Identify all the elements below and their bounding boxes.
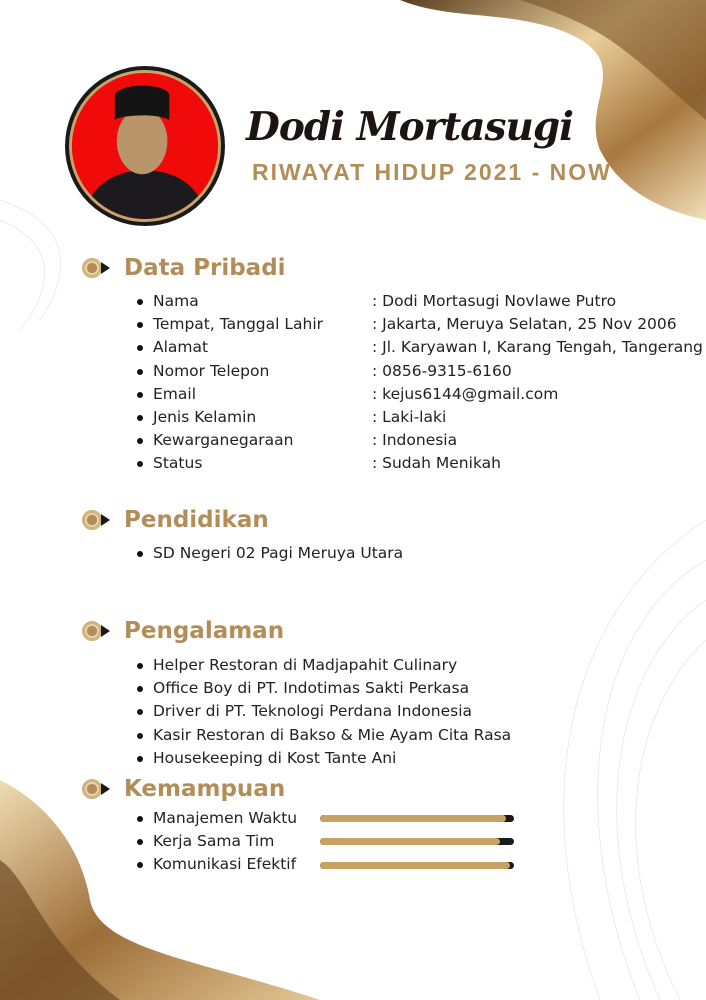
profile-photo — [65, 66, 225, 226]
field-value: : kejus6144@gmail.com — [372, 384, 559, 403]
field-value: : 0856-9315-6160 — [372, 361, 512, 380]
field-label: Jenis Kelamin — [153, 408, 257, 427]
personal-data-row — [135, 313, 703, 336]
document-subtitle: RIWAYAT HIDUP 2021 - NOW — [252, 159, 612, 185]
personal-data-row — [135, 429, 703, 452]
field-value: : Indonesia — [372, 431, 458, 450]
skill-label: Kerja Sama Tim — [153, 832, 275, 851]
field-label: Kewarganegaraan — [153, 431, 294, 450]
skill-level-bar — [320, 838, 514, 845]
personal-data-row — [135, 290, 703, 313]
list-item: Driver di PT. Teknologi Perdana Indonesia — [135, 700, 511, 723]
list-item: Housekeeping di Kost Tante Ani — [135, 747, 511, 770]
list-item: Office Boy di PT. Indotimas Sakti Perkasa — [135, 677, 511, 700]
section-heading-data-pribadi — [82, 255, 286, 281]
field-label: Email — [153, 384, 197, 403]
section-bullet-icon — [82, 779, 116, 799]
field-label: Nomor Telepon — [153, 361, 270, 380]
section-heading-pendidikan — [82, 507, 269, 533]
section-title: Kemampuan — [124, 776, 286, 802]
field-label: Nama — [153, 292, 199, 310]
list-item: Kasir Restoran di Bakso & Mie Ayam Cita Rasa — [135, 724, 511, 747]
field-value: : Laki-laki — [372, 408, 447, 427]
field-label: Alamat — [153, 338, 209, 357]
field-value: : Sudah Menikah — [372, 454, 501, 473]
personal-data-row — [135, 336, 703, 359]
skill-level-bar — [320, 815, 514, 822]
field-label: Tempat, Tanggal Lahir — [153, 315, 324, 334]
skills-list — [135, 807, 514, 877]
skill-item — [135, 807, 514, 830]
section-bullet-icon — [82, 258, 116, 278]
list-item: Helper Restoran di Madjapahit Culinary — [135, 654, 511, 677]
education-list — [135, 542, 403, 565]
section-title: Pengalaman — [124, 618, 285, 644]
experience-list — [135, 654, 511, 770]
field-value: : Jakarta, Meruya Selatan, 25 Nov 2006 — [372, 315, 677, 334]
person-name: Dodi Mortasugi — [246, 104, 573, 150]
personal-data-row — [135, 406, 703, 429]
field-value: : Jl. Karyawan I, Karang Tengah, Tangerang — [372, 338, 703, 357]
section-bullet-icon — [82, 510, 116, 530]
section-heading-kemampuan — [82, 776, 285, 802]
skill-level-fill — [320, 815, 506, 822]
section-bullet-icon — [82, 621, 116, 641]
personal-data-row — [135, 360, 703, 383]
skill-level-fill — [320, 862, 510, 869]
person-portrait-icon — [72, 73, 218, 219]
section-heading-pengalaman — [82, 618, 284, 644]
section-title: Data Pribadi — [124, 255, 286, 281]
field-value: : Dodi Mortasugi Novlawe Putro — [372, 292, 617, 310]
list-item: SD Negeri 02 Pagi Meruya Utara — [135, 542, 403, 565]
skill-label: Komunikasi Efektif — [153, 855, 297, 874]
skill-label: Manajemen Waktu — [153, 809, 298, 827]
skill-level-bar — [320, 862, 514, 869]
personal-data-list — [135, 290, 703, 476]
personal-data-row — [135, 452, 703, 475]
field-label: Status — [153, 454, 203, 473]
skill-level-fill — [320, 838, 500, 845]
skill-item — [135, 830, 514, 853]
skill-item — [135, 853, 514, 876]
section-title: Pendidikan — [124, 507, 269, 533]
personal-data-row — [135, 383, 703, 406]
